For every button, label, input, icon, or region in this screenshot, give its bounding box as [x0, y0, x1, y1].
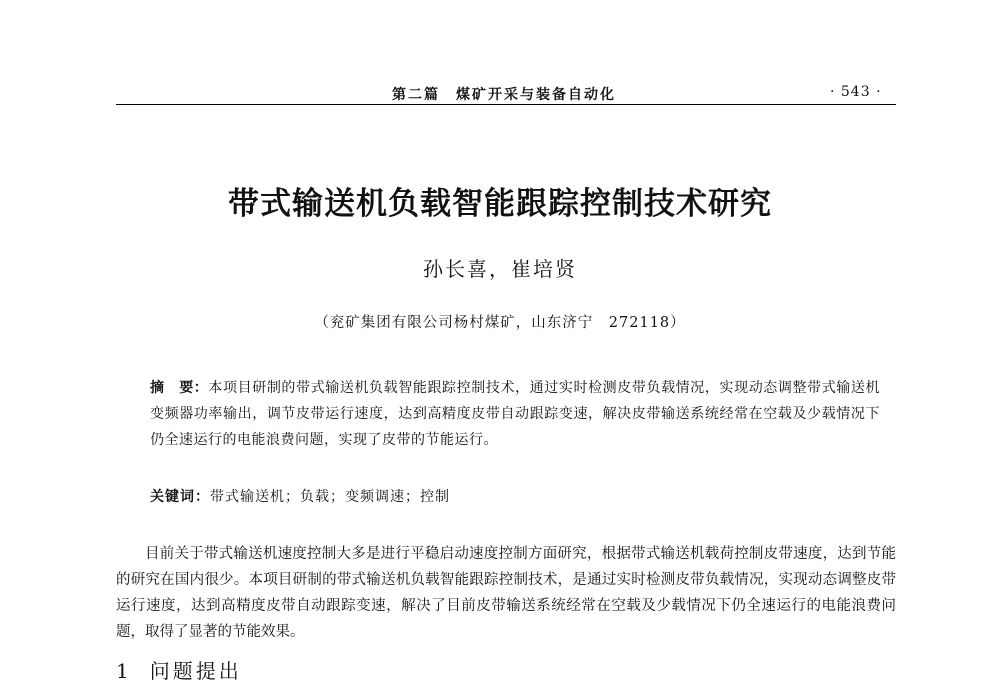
authors: 孙长喜，崔培贤: [423, 257, 577, 281]
abstract: [150, 375, 880, 453]
header-rule: [116, 104, 896, 105]
section-title: 问题提出: [149, 659, 242, 683]
paper-title: 带式输送机负载智能跟踪控制技术研究: [228, 186, 772, 222]
section-heading: [116, 655, 242, 684]
keywords: [150, 486, 880, 506]
body-paragraph: 目前关于带式输送机速度控制大多是进行平稳启动速度控制方面研究，根据带式输送机载荷控制皮带速度，达到节能的研究在国内很少。本项目研制的带式输送机负载智能跟踪控制技术，是通过实时检测皮带负载情况，实现动态调整皮带运行速度，达到高精度皮带自动跟踪变速，解决了目前皮带输送系统经常在空载及少载情况下仍全速运行的电能浪费问题，取得了显著的节能效果。: [116, 546, 896, 640]
keywords-label: 关键词：: [150, 489, 210, 505]
affiliation: （兖矿集团有限公司杨村煤矿，山东济宁 272118）: [314, 315, 686, 331]
running-header: 第二篇 煤矿开采与装备自动化: [392, 87, 616, 103]
section-number: 1: [116, 659, 132, 683]
keywords-text: 带式输送机；负载；变频调速；控制: [210, 489, 450, 505]
abstract-text: 本项目研制的带式输送机负载智能跟踪控制技术，通过实时检测皮带负载情况，实现动态调整带式输送机变频器功率输出，调节皮带运行速度，达到高精度皮带自动跟踪变速，解决皮带输送系统经常在空载及少载情况下仍全速运行的电能浪费问题，实现了皮带的节能运行。: [150, 380, 881, 448]
abstract-label: 摘 要：: [150, 380, 209, 396]
page-number: · 543 ·: [830, 84, 882, 100]
